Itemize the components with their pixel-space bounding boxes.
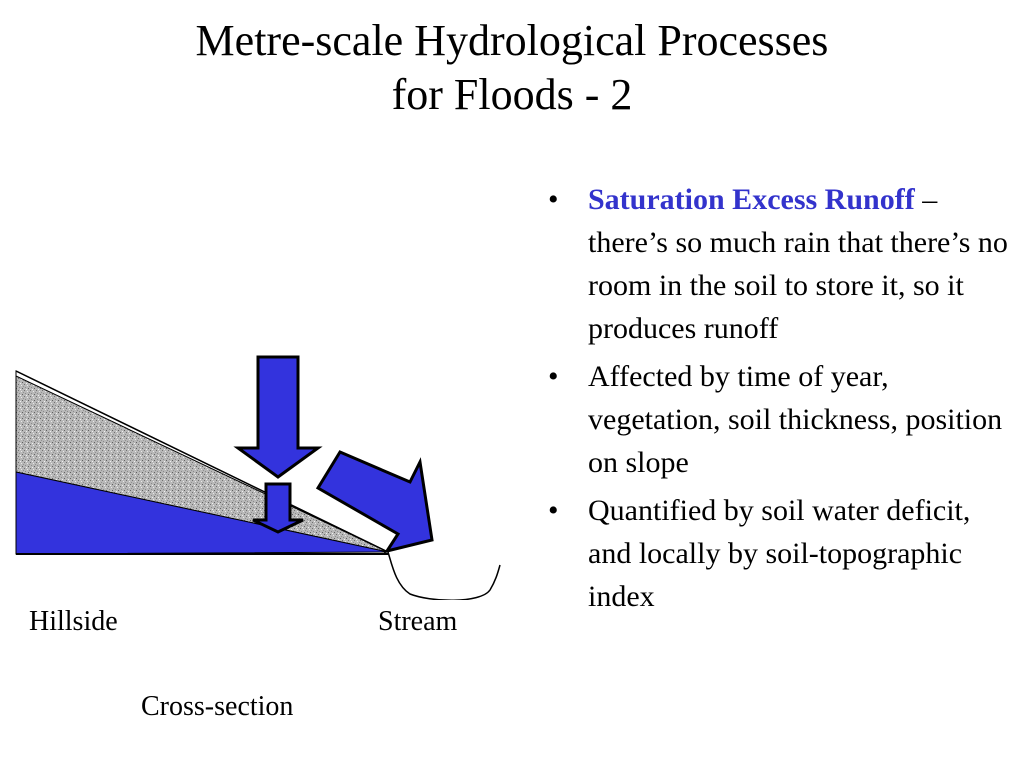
bullet-item	[548, 355, 1018, 484]
bullet-text: Affected by time of year, vegetation, soil thickness, position on slope	[588, 360, 1003, 479]
bullet-text: – there’s so much rain that there’s no room in the soil to store it, so it produces runoff	[588, 183, 1008, 345]
title-line-2: for Floods - 2	[391, 70, 633, 119]
rainfall-arrow	[238, 357, 318, 477]
bullet-glyph: •	[548, 494, 559, 527]
hillside-label: Hillside	[29, 606, 118, 637]
cross-section-caption: Cross-section	[141, 691, 294, 722]
bullet-item	[548, 489, 1018, 618]
title-line-1: Metre-scale Hydrological Processes	[195, 16, 829, 65]
bullet-list	[548, 178, 1018, 623]
cross-section-diagram	[0, 340, 520, 600]
stream-label: Stream	[378, 606, 458, 637]
slide-title	[0, 14, 1024, 122]
stream-channel	[388, 552, 500, 600]
bullet-highlight: Saturation Excess Runoff	[588, 183, 915, 216]
bullet-glyph: •	[548, 360, 559, 393]
bullet-text: Quantified by soil water deficit, and locally by soil-topographic index	[588, 494, 971, 613]
bullet-item	[548, 178, 1018, 350]
bullet-glyph: •	[548, 183, 559, 216]
